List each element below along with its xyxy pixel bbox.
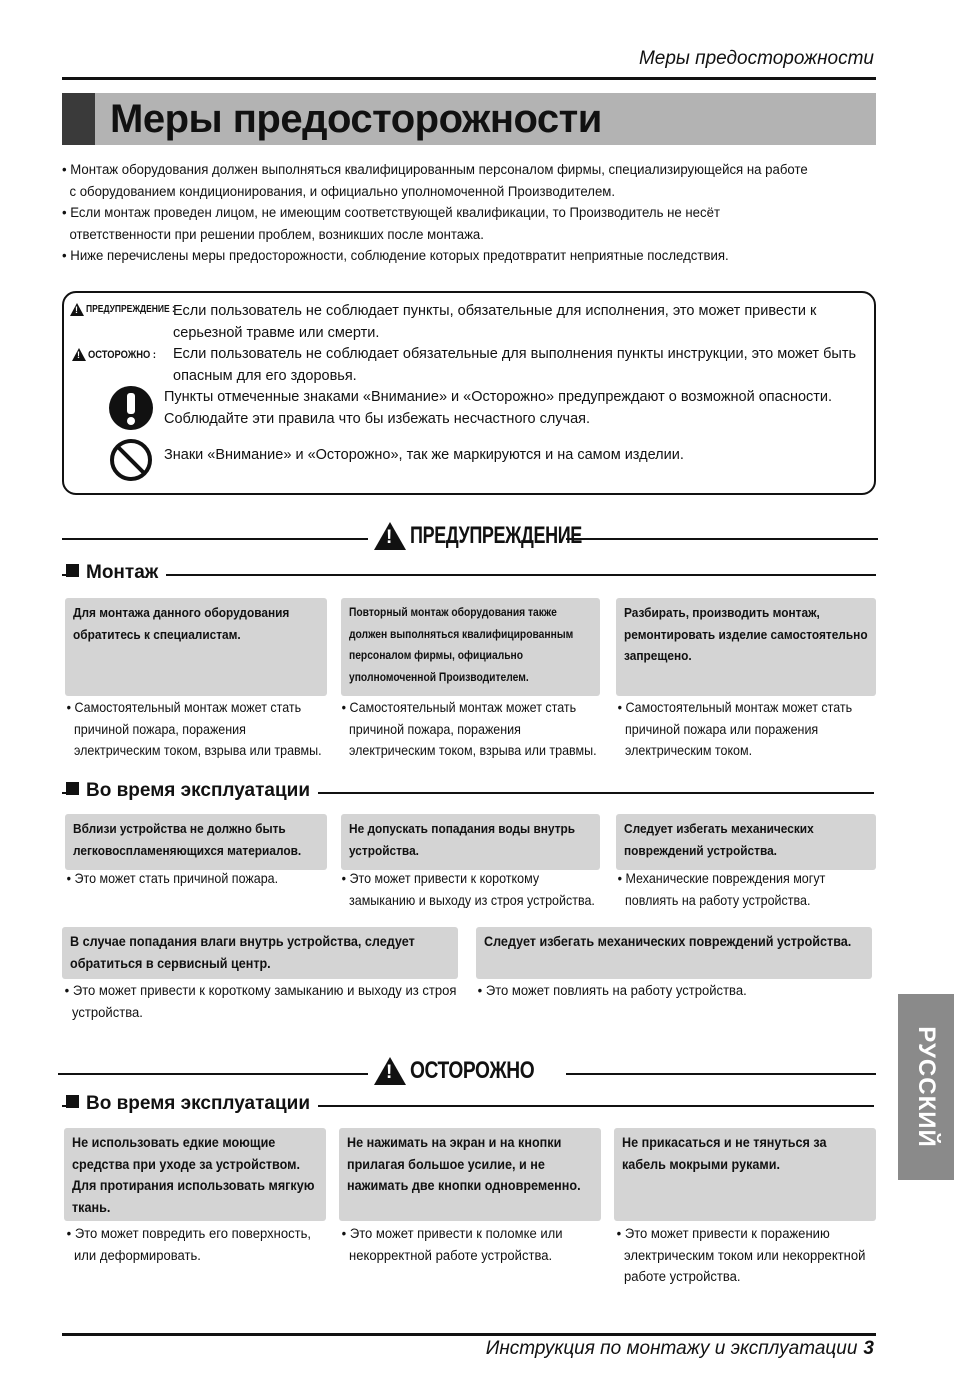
notice-box [62, 291, 876, 495]
marked-text: Пункты отмеченные знаками «Внимание» и «Осторожно» предупреждают о возможной опасности. Соблюдайте эти правила что бы избежать несчастного случая. [164, 389, 833, 427]
bottom-rule [62, 1333, 876, 1336]
install-box-2: Повторный монтаж оборудования также должен выполняться квалифицированным персоналом фирмы, официально уполномоченной Производителем. [341, 598, 600, 696]
install-heading: Монтаж [66, 562, 166, 584]
operation-box-3: Следует избегать механических повреждений устройства. [616, 814, 876, 870]
warning-triangle-icon [374, 522, 406, 550]
caution-note-1: • Это может повредить его поверхность, или деформировать. [66, 1226, 312, 1264]
mandatory-exclamation-icon [108, 385, 154, 431]
operation-box-1: Вблизи устройства не должно быть легковоспламеняющихся материалов. [65, 814, 327, 870]
warning-label: ! ПРЕДУПРЕЖДЕНИЕ : [70, 303, 191, 316]
caution-operation-heading: Во время эксплуатации [66, 1093, 318, 1115]
caution-text: Если пользователь не соблюдает обязательные для выполнения пункты инструкции, это может быть опасным для его здоровья. [173, 346, 857, 384]
caution-box-3: Не прикасаться и не тянуться за кабель мокрыми руками. [614, 1128, 876, 1221]
warning-section-heading: ! ПРЕДУПРЕЖДЕНИЕ [368, 522, 566, 550]
intro-list [62, 160, 815, 268]
product-text: Знаки «Внимание» и «Осторожно», так же маркируются и на самом изделии. [164, 447, 684, 463]
square-bullet-icon [66, 782, 79, 795]
caution-note-3: • Это может привести к поражению электрическим током или некорректной работе устройства. [616, 1226, 866, 1286]
square-bullet-icon [66, 1095, 79, 1108]
page-number: 3 [863, 1338, 874, 1359]
caution-box-1: Не использовать едкие моющие средства при уходе за устройством. Для протирания использовать мягкую ткань. [64, 1128, 326, 1221]
square-bullet-icon [66, 564, 79, 577]
intro-item: • Ниже перечислены меры предосторожности, соблюдение которых предотвратит неприятные последствия. [62, 248, 729, 265]
intro-item: • Монтаж оборудования должен выполняться квалифицированным персоналом фирмы, специализирующейся на работе с оборудованием кондиционирования, и официально уполномоченной Производителем. [62, 162, 808, 200]
top-rule [62, 77, 876, 80]
install-note-3: • Самостоятельный монтаж может стать причиной пожара или поражения электрическим током. [617, 700, 853, 759]
operation-note-5: • Это может повлиять на работу устройства. [477, 983, 747, 999]
prohibition-icon [109, 438, 153, 482]
operation-box-4: В случае попадания влаги внутрь устройства, следует обратиться в сервисный центр. [62, 927, 458, 979]
operation-note-4: • Это может привести к короткому замыканию и выходу из строя устройства. [64, 983, 457, 1021]
caution-triangle-icon [374, 1057, 406, 1085]
caution-label: ! ОСТОРОЖНО : [72, 348, 168, 361]
footer-text: Инструкция по монтажу и эксплуатации [485, 1338, 858, 1359]
running-header: Меры предосторожности [638, 48, 874, 69]
operation-box-2: Не допускать попадания воды внутрь устройства. [341, 814, 600, 870]
intro-item: • Если монтаж проведен лицом, не имеющим соответствующей квалификации, то Производитель не несёт ответственности при решении проблем, возникших после монтажа. [62, 205, 721, 243]
warning-triangle-icon [70, 303, 84, 316]
warning-text: Если пользователь не соблюдает пункты, обязательные для исполнения, это может привести к серьезной травме или смерти. [173, 303, 817, 341]
install-rule [62, 574, 876, 576]
caution-box-2: Не нажимать на экран и на кнопки прилагая большое усилие, и не нажимать две кнопки одновременно. [339, 1128, 601, 1221]
caution-note-2: • Это может привести к поломке или некорректной работе устройства. [341, 1226, 563, 1264]
install-note-2: • Самостоятельный монтаж может стать причиной пожара, поражения электрическим током, взрыва или травмы. [341, 700, 597, 759]
language-tab: РУССКИЙ [898, 994, 954, 1180]
operation-box-5: Следует избегать механических повреждений устройства. [476, 927, 872, 979]
install-box-3: Разбирать, производить монтаж, ремонтировать изделие самостоятельно запрещено. [616, 598, 876, 696]
footer [486, 1338, 874, 1360]
page-title: Меры предосторожности [110, 97, 602, 141]
operation-note-2: • Это может привести к короткому замыканию и выходу из строя устройства. [341, 871, 595, 908]
caution-section-heading: ! ОСТОРОЖНО [368, 1057, 566, 1085]
install-note-1: • Самостоятельный монтаж может стать причиной пожара, поражения электрическим током, взрыва или травмы. [66, 700, 322, 759]
operation-note-3: • Механические повреждения могут повлиять на работу устройства. [617, 871, 826, 908]
install-box-1: Для монтажа данного оборудования обратитесь к специалистам. [65, 598, 327, 696]
operation-note-1: • Это может стать причиной пожара. [66, 871, 279, 886]
caution-triangle-icon [72, 348, 86, 361]
title-marker [62, 93, 95, 145]
title-bar [62, 93, 876, 145]
operation-heading: Во время эксплуатации [66, 780, 318, 802]
